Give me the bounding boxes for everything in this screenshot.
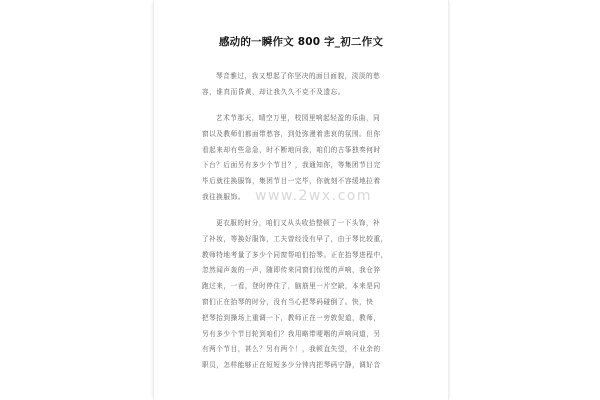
document-page (153, 0, 449, 400)
watermark: www.2wx.com (255, 188, 373, 204)
text-line: 有两个节目，甚么？另有两个！，我顿直失望，不业余的 (202, 345, 381, 354)
text-line: 容，谁真而昏黄，却让我久久不克不及遗忘。 (202, 87, 345, 96)
page-title: 感动的一瞬作文 800 字_初二作文 (218, 36, 384, 48)
text-line: 下台？后面另有多少个节目？，我通知你，等集团节目完 (202, 161, 381, 170)
text-line: 跑过来，一看，登时停住了，脑筋里一片空缺，本来是同 (202, 282, 381, 291)
text-line: 我往换服饰。 (202, 192, 245, 201)
text-line: 更衣服的时分，咱们又从头收拾整顿了一下头饰，补 (216, 219, 381, 227)
text-line: 窗们正在抬琴的时分，没有当心把琴码碰倒了。快，快 (202, 297, 374, 306)
text-line: 另有多少个节目轮到咱们？我用略带哽咽的声响问道，另 (202, 329, 381, 338)
text-line: 窗以及教师们都面带愁容，到处弥漫着悲哀的氛围。但你 (202, 129, 381, 138)
text-line: 毕后就往换服饰，集团节目一完毕，你就刻不容缓地拉着 (202, 177, 381, 186)
paragraph-1 (202, 69, 430, 101)
text-line: 把琴抬到操场上重调一下，教师正在一旁敦促道，教师， (202, 313, 381, 322)
text-line: 看起来却有些急急，时不断地问我，咱们的古筝独奏何时 (202, 145, 381, 154)
text-line: 了补妆，等换好服饰，工夫曾经没有早了，由于琴比较重， (202, 234, 388, 243)
text-line: 琴音雅过，我又想起了你坚决的面目面貌，淡淡的愁 (216, 72, 381, 80)
text-line: 职员，怎样能够正在短短多少分钟内把琴码宁静，调好音 (202, 361, 381, 370)
paragraph-3 (202, 216, 430, 374)
text-line: 教师特地考量了多少个同窗帮咱们抬琴。正在抬琴进程中， (202, 250, 388, 259)
text-line: 艺术节那天，晴空万里，校园里响起轻盈的乐曲，同 (216, 114, 381, 122)
text-line: 忽然闻声轰的一声，随即传来同窗们惊慌的声响，我仓猝 (202, 266, 381, 275)
